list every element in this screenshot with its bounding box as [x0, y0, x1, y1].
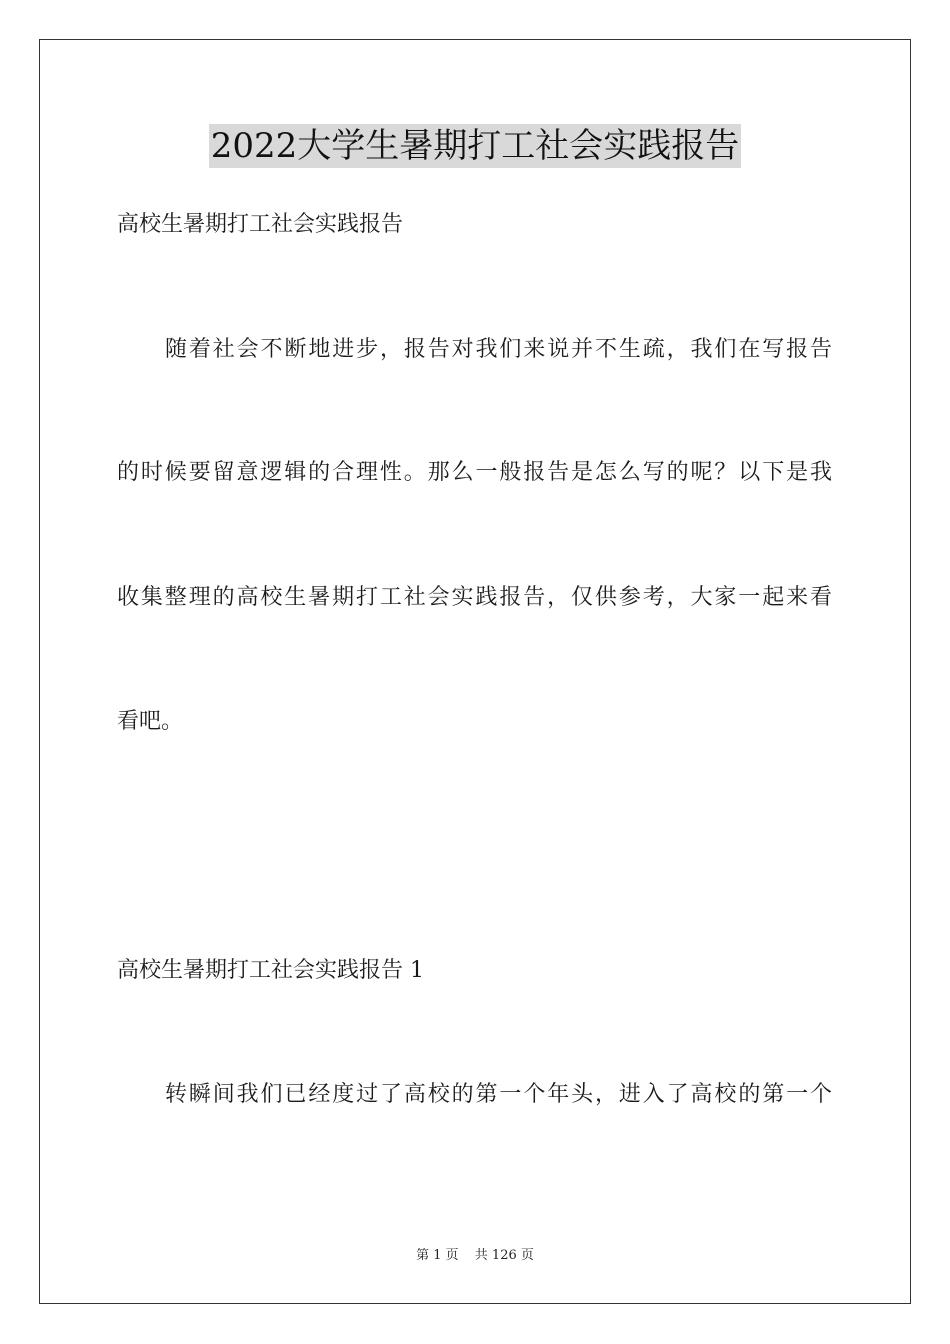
section-line-1: 转瞬间我们已经度过了高校的第一个年头，进入了高校的第一个	[165, 1082, 832, 1107]
document-title: 2022大学生暑期打工社会实践报告	[210, 126, 740, 166]
page-number: 第 1 页	[416, 1248, 459, 1263]
section-heading: 高校生暑期打工社会实践报告 1	[117, 958, 424, 983]
intro-line-3: 收集整理的高校生暑期打工社会实践报告，仅供参考，大家一起来看	[117, 585, 832, 610]
intro-line-2: 的时候要留意逻辑的合理性。那么一般报告是怎么写的呢？以下是我	[117, 460, 832, 485]
page-total: 共 126 页	[474, 1248, 534, 1263]
title-container	[0, 124, 950, 168]
document-subtitle: 高校生暑期打工社会实践报告	[117, 212, 404, 237]
intro-line-4: 看吧。	[117, 709, 184, 734]
page-footer	[0, 1247, 950, 1265]
intro-line-1: 随着社会不断地进步，报告对我们来说并不生疏，我们在写报告	[165, 337, 832, 362]
